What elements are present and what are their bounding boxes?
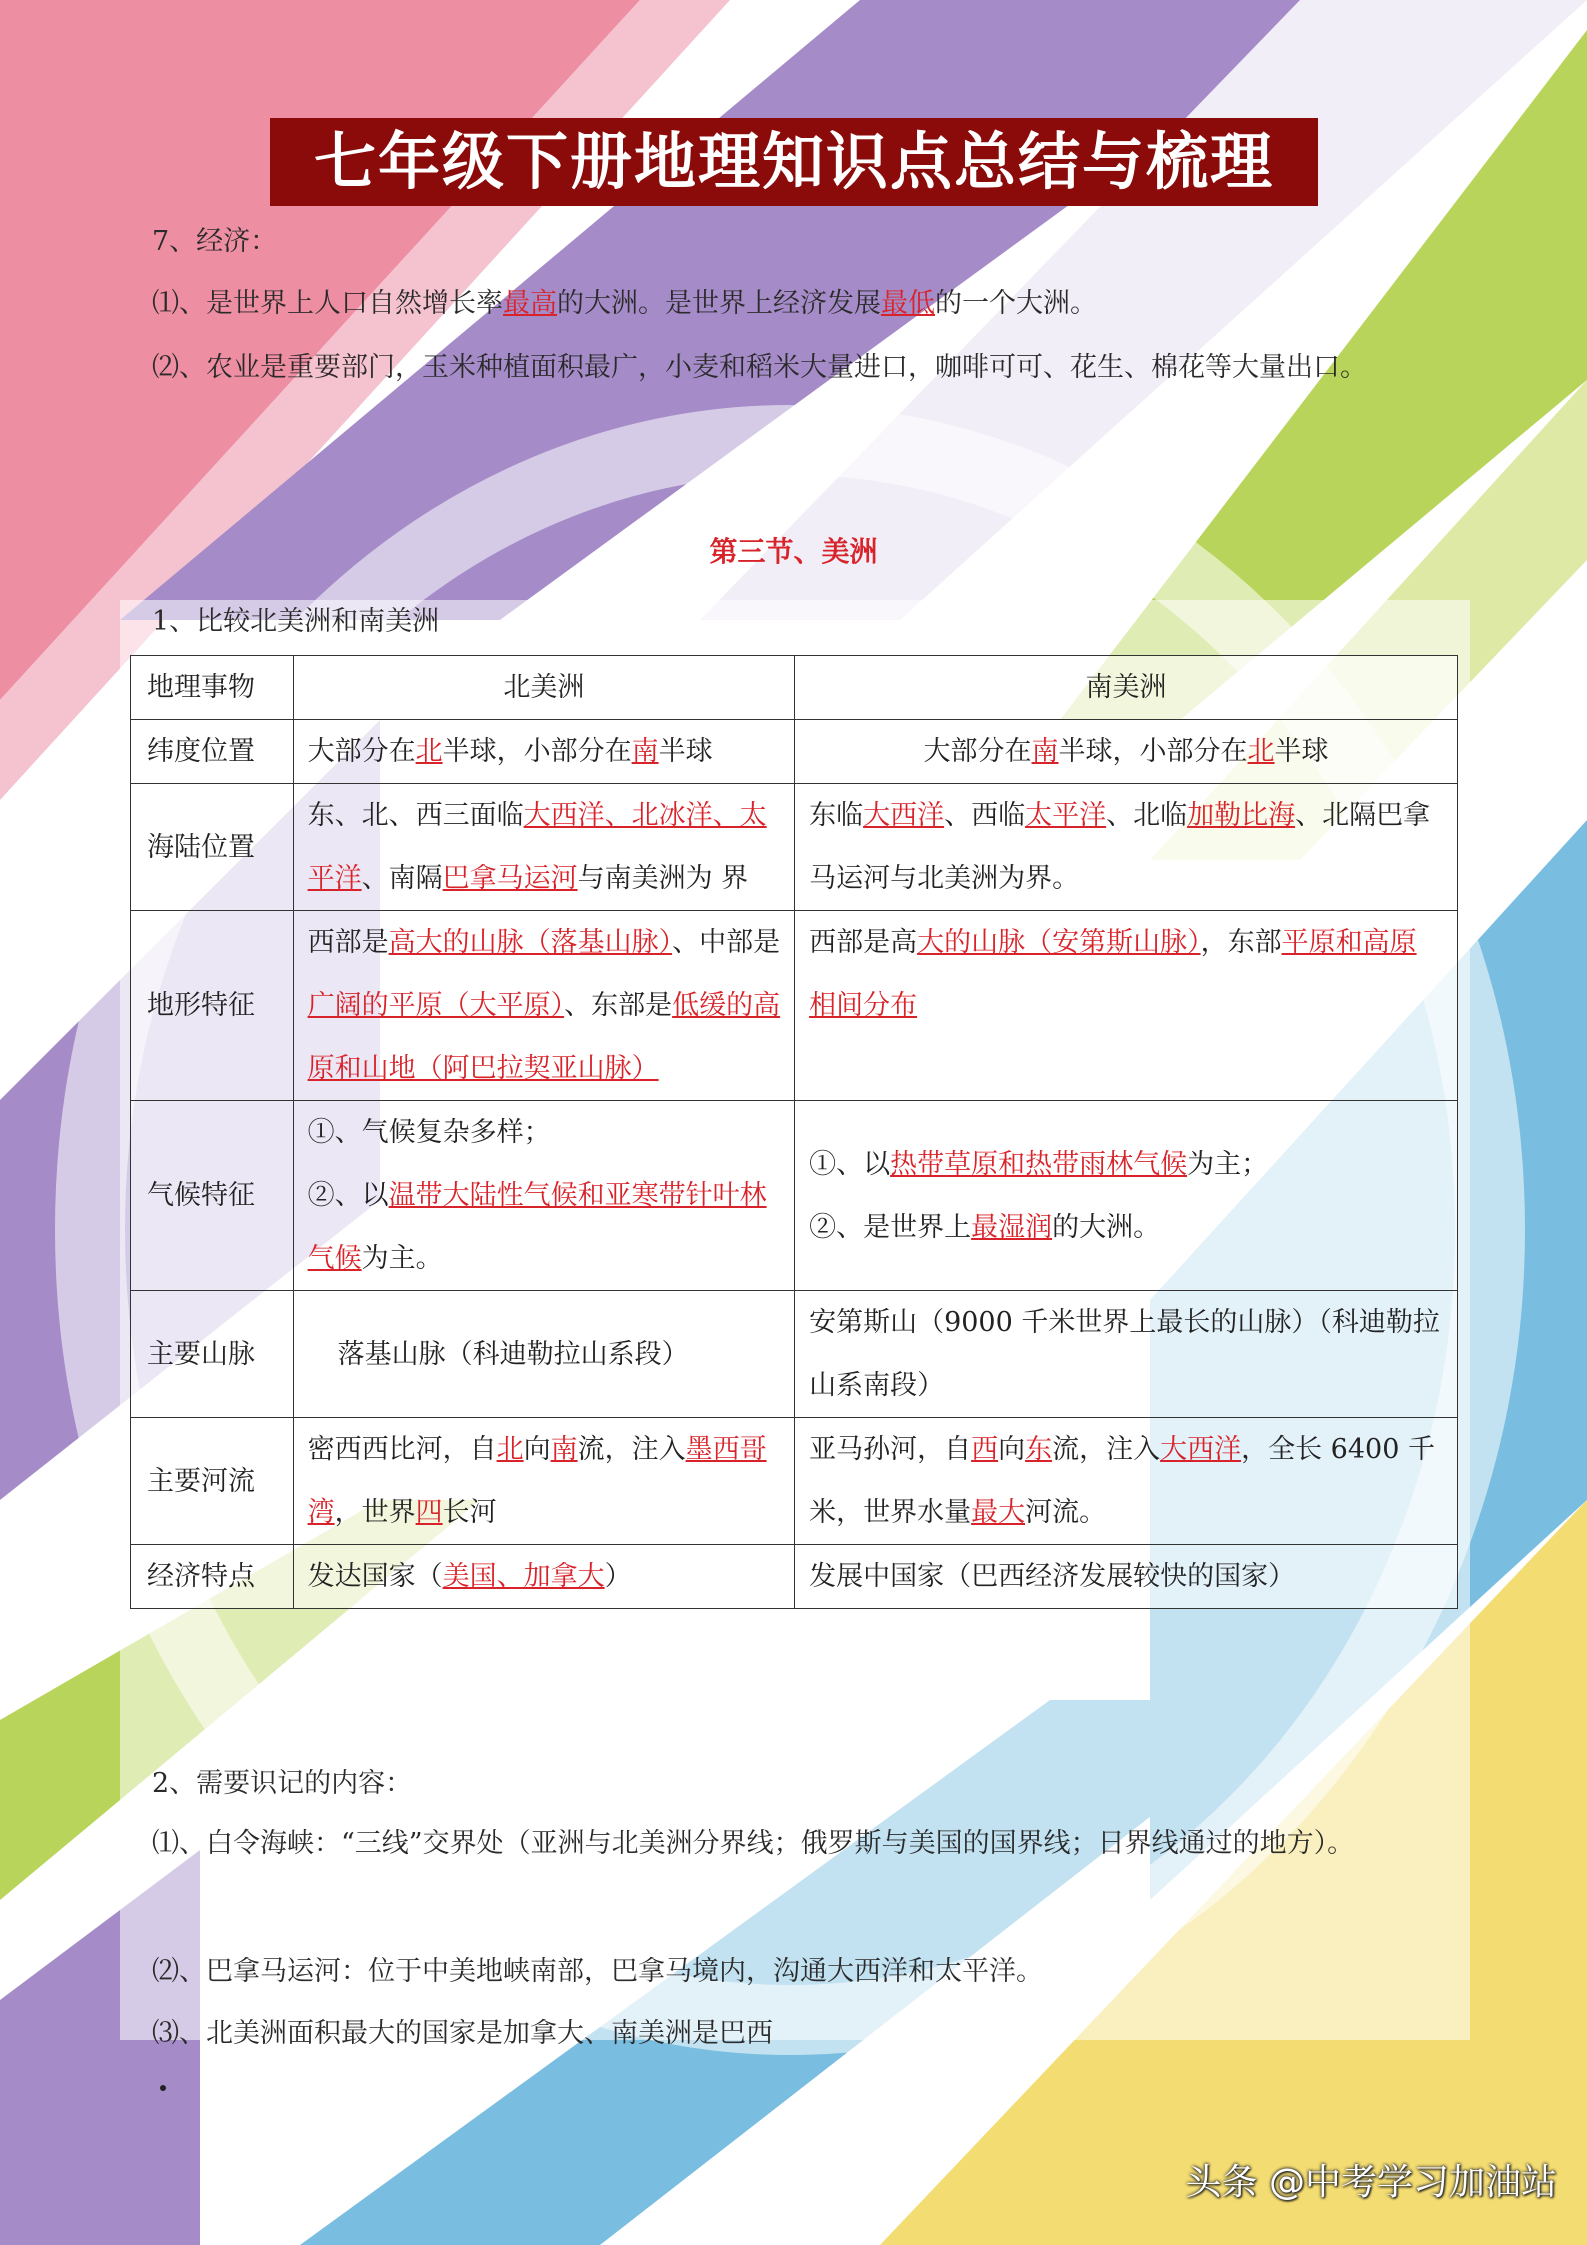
cell-south-america [795, 911, 1458, 1101]
highlight: 墨西哥湾 [307, 1434, 767, 1528]
highlight: 平原和高原相间分布 [809, 927, 1417, 1021]
climate-line [308, 1164, 780, 1290]
text: 、南隔 [361, 863, 443, 894]
table-header-row [131, 656, 1458, 720]
table-row-terrain [131, 911, 1458, 1101]
text: 东临 [809, 800, 864, 831]
text: 流，注入 [577, 1434, 686, 1465]
economy-point-2: ⑵、农业是重要部门，玉米种植面积最广，小麦和稻米大量进口，咖啡可可、花生、棉花等大量出口。 [152, 352, 1367, 383]
text: 的一个大洲。 [935, 288, 1097, 319]
highlight: 南 [550, 1434, 578, 1465]
text: ⑴、是世界上人口自然增长率 [152, 288, 503, 319]
row-label: 海陆位置 [131, 784, 294, 911]
text: 为主； [1187, 1148, 1269, 1180]
text: 为主。 [361, 1243, 443, 1274]
row-label: 地形特征 [131, 911, 294, 1101]
text: 半球，小部分在 [1058, 736, 1248, 767]
cell-north-america [293, 1101, 794, 1291]
table-row-climate [131, 1101, 1458, 1291]
row-label: 气候特征 [131, 1101, 294, 1291]
text: 河流。 [1025, 1497, 1107, 1528]
cell-south-america: 安第斯山（9000 千米世界上最长的山脉）（科迪勒拉山系南段） [795, 1291, 1458, 1418]
text: ②、是世界上 [809, 1211, 972, 1243]
memo-point-3: ⑶、北美洲面积最大的国家是加拿大、南美洲是巴西 [152, 2018, 773, 2049]
text: 半球 [658, 736, 713, 767]
text: 东、北、西三面临 [307, 800, 524, 831]
highlight: 最湿润 [971, 1211, 1053, 1243]
highlight: 高大的山脉（落基山脉） [388, 927, 673, 958]
table-row-economy [131, 1545, 1458, 1609]
text: 流，注入 [1052, 1434, 1161, 1465]
bullet-dot [160, 2085, 166, 2091]
text: 长河 [442, 1497, 497, 1528]
highlight: 北 [415, 736, 443, 767]
text: 西部是 [307, 927, 389, 958]
highlight: 低缓的高原和山地（阿巴拉契亚山脉） [307, 990, 781, 1084]
text: 、北临 [1106, 800, 1188, 831]
highlight: 四 [415, 1497, 443, 1528]
text: 与南美洲为 界 [577, 863, 749, 894]
text: 的大洲。 [1052, 1211, 1161, 1243]
header-north-america: 北美洲 [293, 656, 794, 720]
row-label: 主要山脉 [131, 1291, 294, 1418]
highlight: 东 [1025, 1434, 1053, 1465]
text: 半球，小部分在 [442, 736, 632, 767]
memo-point-1: ⑴、白令海峡：“三线”交界处（亚洲与北美洲分界线；俄罗斯与美国的国界线；日界线通过的地方）。 [152, 1828, 1355, 1859]
text: ，世界 [334, 1497, 416, 1528]
highlight: 最低 [881, 288, 935, 319]
watermark: 头条 @中考学习加油站 [1185, 2162, 1557, 2203]
highlight: 太平洋 [1025, 800, 1107, 831]
text: ②、以 [307, 1180, 389, 1211]
text: ，东部 [1200, 927, 1282, 958]
cell-south-america [795, 784, 1458, 911]
text: 的大洲。是世界上经济发展 [557, 288, 881, 319]
page-title: 七年级下册地理知识点总结与梳理 [270, 118, 1318, 206]
row-label: 经济特点 [131, 1545, 294, 1609]
cell-south-america [795, 1418, 1458, 1545]
highlight: 最大 [971, 1497, 1026, 1528]
section-title: 第三节、美洲 [709, 535, 878, 568]
text: 、中部是 [672, 927, 781, 958]
memo-heading: 2、需要识记的内容： [152, 1768, 413, 1799]
row-label: 主要河流 [131, 1418, 294, 1545]
highlight: 北 [496, 1434, 524, 1465]
highlight: 北 [1247, 736, 1275, 767]
header-south-america: 南美洲 [795, 656, 1458, 720]
highlight: 西 [971, 1434, 999, 1465]
text: 发达国家（ [307, 1561, 443, 1592]
comparison-table [130, 655, 1458, 1609]
highlight: 南 [1031, 736, 1059, 767]
highlight: 大西洋 [863, 800, 945, 831]
highlight: 大西洋、北冰洋、太平洋 [307, 800, 767, 894]
table-row-rivers [131, 1418, 1458, 1545]
highlight: 温带大陆性气候和亚寒带针叶林气候 [307, 1180, 767, 1274]
table-row-latitude [131, 720, 1458, 784]
cell-north-america [293, 911, 794, 1101]
highlight: 巴拿马运河 [442, 863, 578, 894]
cell-south-america [795, 1101, 1458, 1291]
economy-point-1 [152, 272, 1442, 336]
table-row-mountains [131, 1291, 1458, 1418]
highlight: 广阔的平原（大平原） [307, 990, 565, 1021]
text: ，全长 6400 千米，世界水量 [809, 1434, 1435, 1528]
economy-heading: 7、经济： [152, 226, 278, 257]
row-label: 纬度位置 [131, 720, 294, 784]
highlight: 大西洋 [1160, 1434, 1242, 1465]
highlight: 加勒比海 [1187, 800, 1296, 831]
header-label: 地理事物 [131, 656, 294, 720]
text: 向 [998, 1434, 1026, 1465]
climate-line [809, 1133, 1443, 1196]
climate-line [809, 1196, 1443, 1259]
cell-north-america [293, 1418, 794, 1545]
text: ①、以 [809, 1148, 891, 1180]
cell-north-america [293, 1545, 794, 1609]
cell-north-america [293, 720, 794, 784]
text: 、东部是 [564, 990, 673, 1021]
text: 、西临 [944, 800, 1026, 831]
text: 密西西比河，自 [307, 1434, 497, 1465]
text: 半球 [1274, 736, 1329, 767]
text: ） [604, 1561, 632, 1592]
highlight: 美国、加拿大 [442, 1561, 605, 1592]
highlight: 南 [631, 736, 659, 767]
text: 西部是高 [809, 927, 918, 958]
text: 大部分在 [307, 736, 416, 767]
cell-south-america: 发展中国家（巴西经济发展较快的国家） [795, 1545, 1458, 1609]
cell-north-america [293, 784, 794, 911]
text: 大部分在 [923, 736, 1032, 767]
text: 向 [523, 1434, 551, 1465]
memo-point-2: ⑵、巴拿马运河：位于中美地峡南部，巴拿马境内，沟通大西洋和太平洋。 [152, 1956, 1043, 1987]
compare-heading: 1、比较北美洲和南美洲 [152, 606, 440, 637]
cell-north-america: 落基山脉（科迪勒拉山系段） [293, 1291, 794, 1418]
text: 、北隔巴拿马运河与北美洲为界。 [809, 800, 1431, 894]
table-row-sea-land [131, 784, 1458, 911]
cell-south-america [795, 720, 1458, 784]
highlight: 大的山脉（安第斯山脉） [917, 927, 1201, 958]
highlight: 热带草原和热带雨林气候 [890, 1148, 1188, 1180]
climate-line: ①、气候复杂多样； [307, 1117, 551, 1148]
highlight: 最高 [503, 288, 557, 319]
text: 亚马孙河，自 [809, 1434, 972, 1465]
